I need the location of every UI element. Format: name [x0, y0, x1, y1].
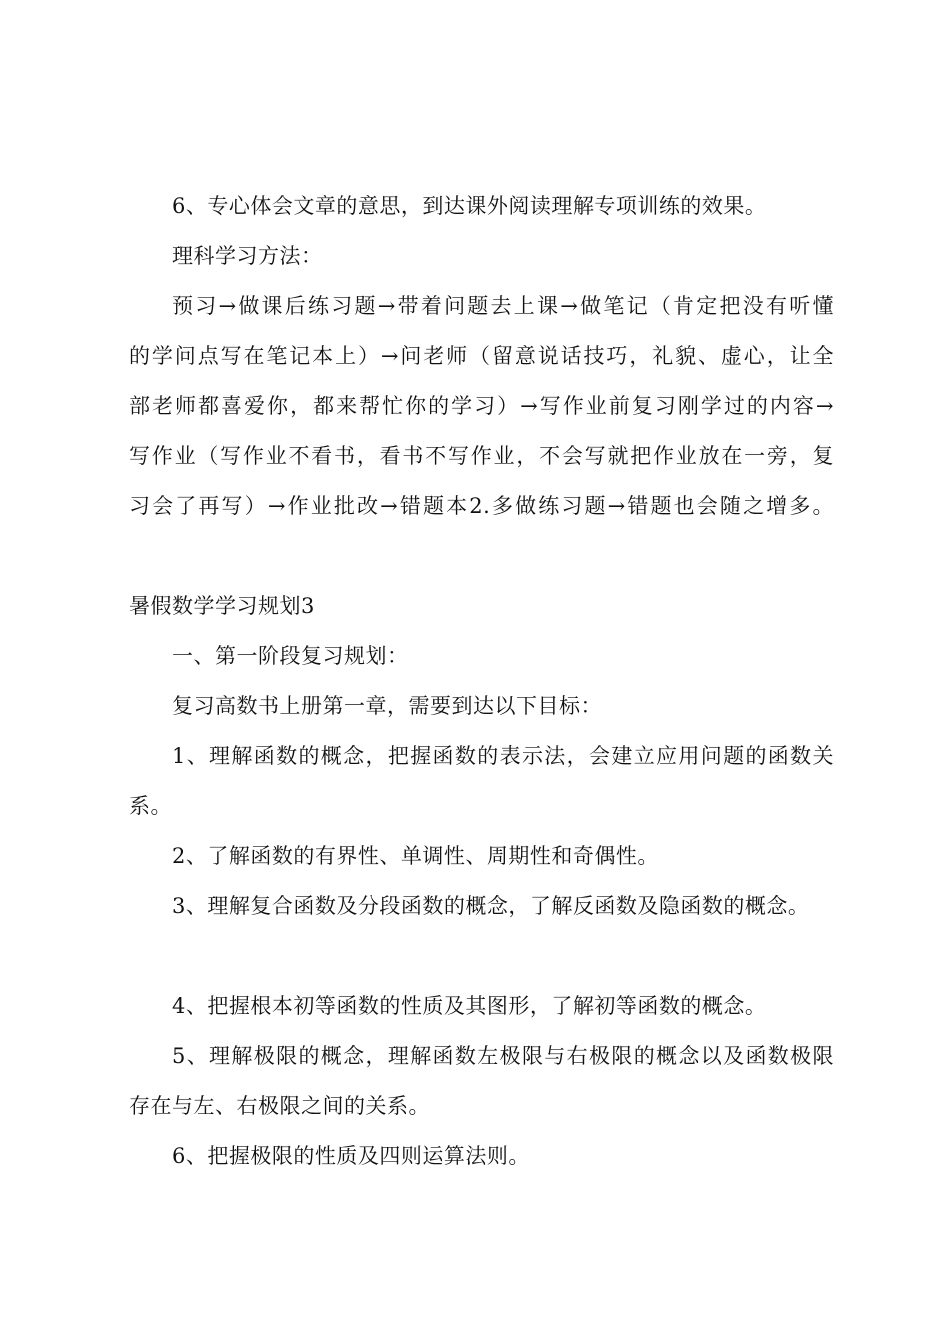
paragraph-line: 习会了再写）→作业批改→错题本2.多做练习题→错题也会随之增多。	[129, 494, 834, 518]
list-item: 4、把握根本初等函数的性质及其图形，了解初等函数的概念。	[172, 994, 767, 1018]
list-item-continuation: 存在与左、右极限之间的关系。	[129, 1094, 430, 1118]
list-item-continuation: 系。	[129, 794, 172, 818]
list-item: 6、把握极限的性质及四则运算法则。	[172, 1144, 530, 1168]
list-item: 3、理解复合函数及分段函数的概念，了解反函数及隐函数的概念。	[172, 894, 810, 918]
list-item: 5、理解极限的概念，理解函数左极限与右极限的概念以及函数极限	[172, 1044, 834, 1068]
paragraph-line: 复习高数书上册第一章，需要到达以下目标：	[172, 694, 602, 718]
paragraph-line: 6、专心体会文章的意思，到达课外阅读理解专项训练的效果。	[172, 194, 767, 218]
paragraph-line: 的学问点写在笔记本上）→问老师（留意说话技巧，礼貌、虚心，让全	[129, 344, 834, 368]
paragraph-line: 预习→做课后练习题→带着问题去上课→做笔记（肯定把没有听懂	[172, 294, 834, 318]
section-heading: 理科学习方法：	[172, 244, 323, 268]
paragraph-line: 部老师都喜爱你，都来帮忙你的学习）→写作业前复习刚学过的内容→	[129, 394, 834, 418]
paragraph-line: 写作业（写作业不看书，看书不写作业，不会写就把作业放在一旁，复	[129, 444, 834, 468]
list-item: 2、了解函数的有界性、单调性、周期性和奇偶性。	[172, 844, 659, 868]
section-heading: 一、第一阶段复习规划：	[172, 644, 409, 668]
list-item: 1、理解函数的概念，把握函数的表示法，会建立应用问题的函数关	[172, 744, 834, 768]
document-heading: 暑假数学学习规划3	[129, 594, 315, 618]
